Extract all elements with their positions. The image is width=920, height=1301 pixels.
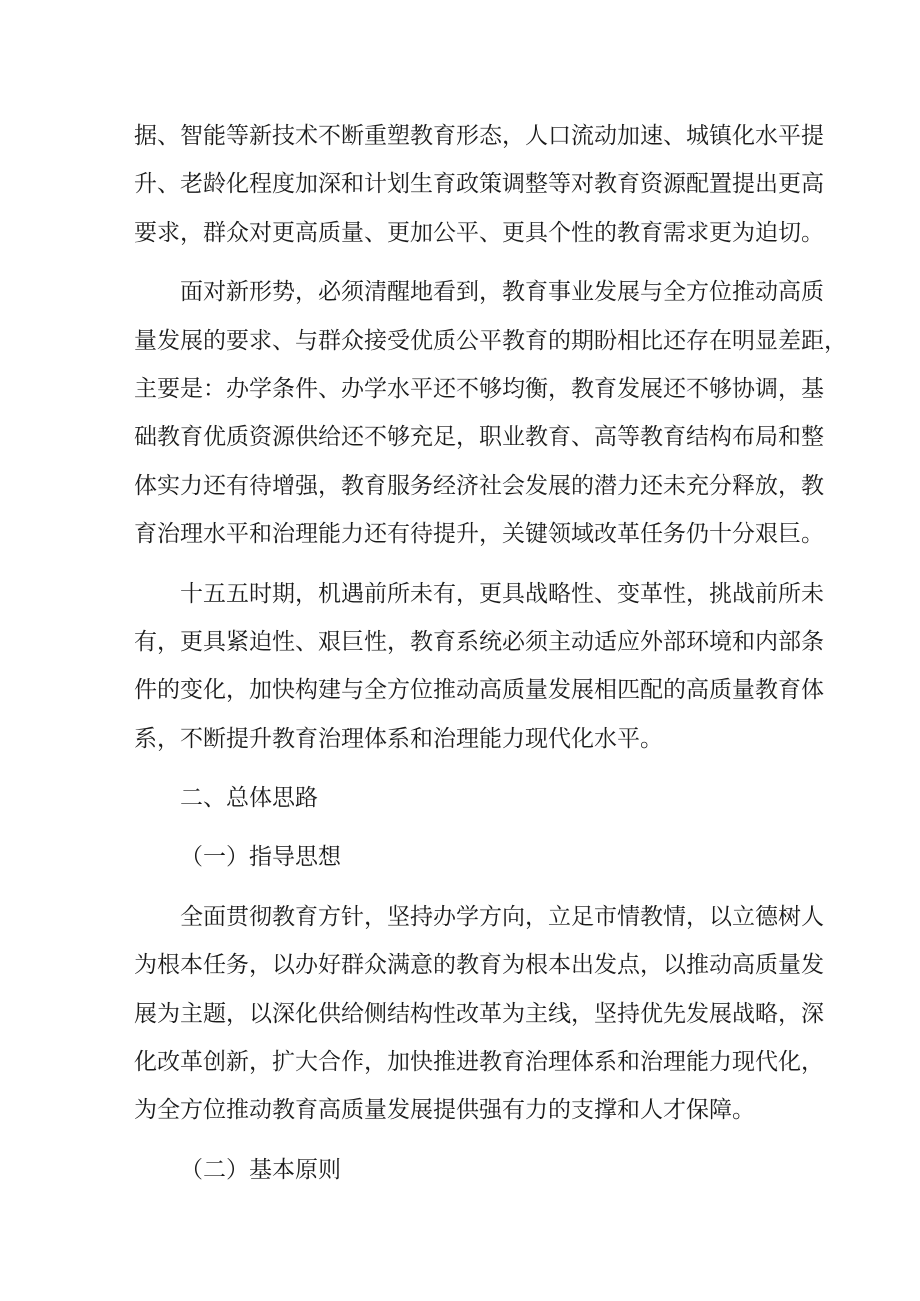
text-line: 升、老龄化程度加深和计划生育政策调整等对教育资源配置提出更高: [134, 171, 824, 198]
text-line: 体实力还有待增强，教育服务经济社会发展的潜力还未充分释放，教: [134, 472, 824, 499]
subsection-heading: [134, 1146, 794, 1194]
text-line: 化改革创新，扩大合作，加快推进教育治理体系和治理能力现代化，: [134, 1049, 824, 1076]
text-line: 十五五时期，机遇前所未有，更具战略性、变革性，挑战前所未: [180, 580, 824, 607]
text-line: 为全方位推动教育高质量发展提供强有力的支撑和人才保障。: [134, 1097, 755, 1124]
text-line: 系，不断提升教育治理体系和治理能力现代化水平。: [134, 725, 663, 752]
subsection-heading: [134, 833, 794, 881]
section-heading: [134, 774, 794, 822]
document-body: [134, 112, 847, 1205]
text-line: 础教育优质资源供给还不够充足，职业教育、高等教育结构布局和整: [134, 424, 824, 451]
paragraph-guiding-ideology: [134, 893, 824, 1135]
text-line: 主要是：办学条件、办学水平还不够均衡，教育发展还不够协调，基: [134, 375, 824, 402]
text-line: 有，更具紧迫性、艰巨性，教育系统必须主动适应外部环境和内部条: [134, 628, 824, 655]
text-line: 量发展的要求、与群众接受优质公平教育的期盼相比还存在明显差距，: [134, 327, 847, 354]
subsection-heading-text: （二）基本原则: [180, 1156, 341, 1183]
section-heading-text: 二、总体思路: [180, 785, 318, 812]
text-line: 面对新形势，必须清醒地看到，教育事业发展与全方位推动高质: [180, 279, 824, 306]
paragraph-period-outlook: [134, 570, 824, 764]
text-line: 全面贯彻教育方针，坚持办学方向，立足市情教情，以立德树人: [180, 903, 824, 930]
text-line: 据、智能等新技术不断重塑教育形态，人口流动加速、城镇化水平提: [134, 123, 824, 149]
paragraph-continuation: [134, 112, 824, 257]
paragraph-new-situation: [134, 268, 847, 558]
text-line: 为根本任务，以办好群众满意的教育为根本出发点，以推动高质量发: [134, 952, 824, 979]
text-line: 件的变化，加快构建与全方位推动高质量发展相匹配的高质量教育体: [134, 677, 824, 704]
subsection-heading-text: （一）指导思想: [180, 844, 341, 871]
text-line: 展为主题，以深化供给侧结构性改革为主线，坚持优先发展战略，深: [134, 1000, 824, 1027]
text-line: 要求，群众对更高质量、更加公平、更具个性的教育需求更为迫切。: [134, 219, 824, 246]
text-line: 育治理水平和治理能力还有待提升，关键领域改革任务仍十分艰巨。: [134, 521, 824, 548]
